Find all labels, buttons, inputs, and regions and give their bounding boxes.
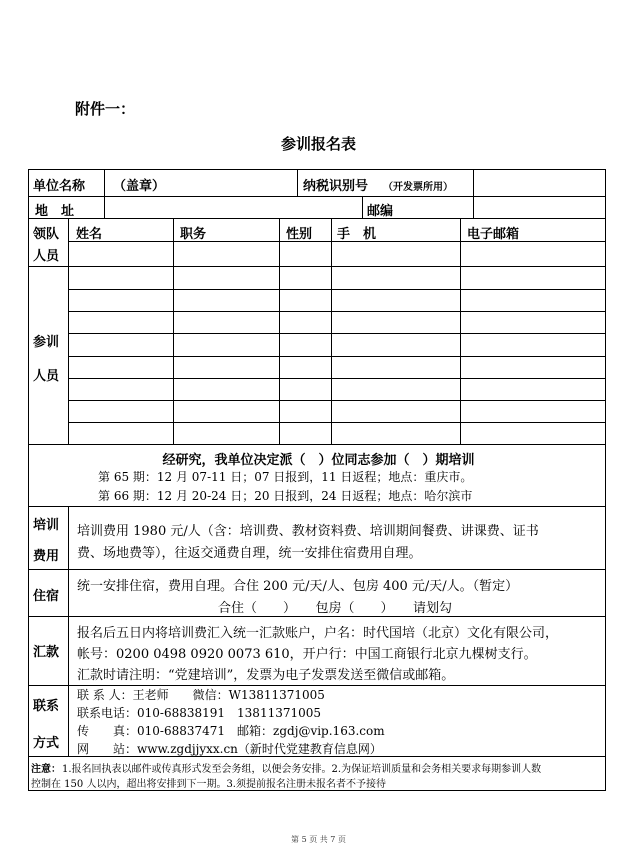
lodging-label: 住宿: [33, 589, 60, 604]
postcode-label: 邮编: [367, 204, 394, 219]
column-header-name: 姓名: [76, 227, 103, 242]
note-text-2: 控制在 150 人以内，超出将安排到下一期。3.须提前报名注册未报名者不予接待: [31, 779, 386, 790]
decision-line: 经研究，我单位决定派（ ）位同志参加（ ）期培训: [162, 453, 475, 468]
tax-id-field[interactable]: [475, 171, 603, 195]
remit-text-2: 帐号：0200 0498 0920 0073 610，开户行：中国工商银行北京九棵树支行。: [77, 647, 537, 662]
column-header-email: 电子邮箱: [467, 227, 520, 242]
page-number: 第 5 页 共 7 页: [291, 835, 346, 844]
trainee-label-1: 参训: [33, 335, 60, 350]
lodging-text-1: 统一安排住宿，费用自理。合住 200 元/天/人、包房 400 元/天/人。（暂定）: [77, 579, 519, 594]
address-field[interactable]: [106, 198, 360, 217]
contact-label-1: 联系: [33, 699, 60, 714]
attachment-label: 附件一：: [75, 100, 136, 118]
lodging-options[interactable]: 合住（ ） 包房（ ） 请划勾: [218, 601, 453, 616]
address-label: 地 址: [35, 204, 75, 219]
form-title: 参训报名表: [280, 135, 356, 153]
column-header-position: 职务: [180, 227, 207, 242]
unit-name-label: 单位名称: [33, 179, 86, 194]
remit-text-1: 报名后五日内将培训费汇入统一汇款账户，户名：时代国培（北京）文化有限公司，: [77, 626, 559, 641]
postcode-field[interactable]: [475, 198, 603, 217]
column-header-gender: 性别: [286, 227, 313, 242]
leader-label-2: 人员: [33, 249, 60, 264]
note-label: 注意：: [31, 764, 61, 775]
session-65-info: 第 65 期：12 月 07-11 日；07 日报到，11 日返程；地点：重庆市。: [98, 470, 473, 484]
fee-label-1: 培训: [33, 518, 60, 533]
remit-text-3: 汇款时请注明：“党建培训”，发票为电子发票发送至微信或邮箱。: [77, 668, 455, 683]
note-text-1: 1.报名回执表以邮件或传真形式发至会务组，以便会务安排。2.为保证培训质量和会务相关要求每期参训人数: [62, 764, 542, 775]
tax-id-label: 纳税识别号: [303, 179, 369, 194]
fee-text-1: 培训费用 1980 元/人（含：培训费、教材资料费、培训期间餐费、讲课费、证书: [77, 524, 539, 539]
tax-id-note: （开发票所用）: [383, 182, 453, 193]
fee-text-2: 费、场地费等），往返交通费自理，统一安排住宿费用自理。: [77, 546, 422, 561]
stamp-label: （盖章）: [113, 179, 166, 194]
fee-label-2: 费用: [33, 549, 60, 564]
remit-label: 汇款: [33, 645, 60, 660]
leader-label-1: 领队: [33, 227, 60, 242]
column-header-mobile: 手 机: [337, 227, 377, 242]
trainee-label-2: 人员: [33, 369, 60, 384]
contact-phone: 联系电话：010-68838191 13811371005: [77, 706, 322, 720]
contact-website: 网 站：www.zgdjjyxx.cn（新时代党建教育信息网）: [77, 742, 382, 756]
contact-fax-email: 传 真：010-68837471 邮箱：zgdj@vip.163.com: [77, 724, 385, 738]
contact-person: 联 系 人：王老师 微信：W13811371005: [77, 688, 325, 702]
contact-label-2: 方式: [33, 736, 60, 751]
session-66-info: 第 66 期：12 月 20-24 日；20 日报到，24 日返程；地点：哈尔滨市: [98, 489, 473, 503]
